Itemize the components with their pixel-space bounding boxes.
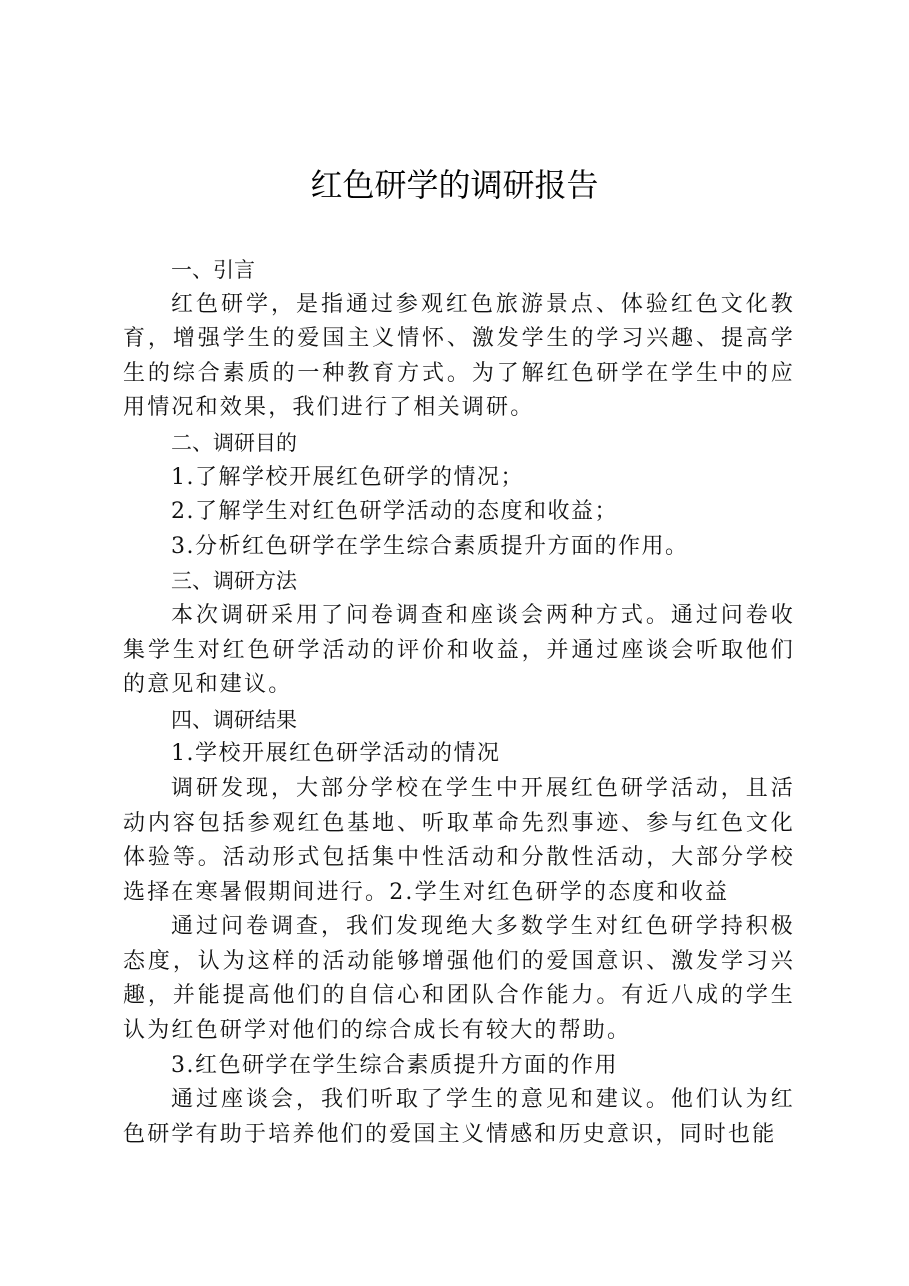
results-subheading-1: 1.学校开展红色研学活动的情况 (171, 741, 501, 767)
introduction-paragraph: 红色研学，是指通过参观红色旅游景点、体验红色文化教育，增强学生的爱国主义情怀、激发学生的学习兴趣、提高学生的综合素质的一种教育方式。为了解红色研学在学生中的应用情况和效果，我们进行了相关调研。 (123, 291, 795, 421)
results-paragraph-2: 通过问卷调查，我们发现绝大多数学生对红色研学持积极态度，认为这样的活动能够增强他们的爱国意识、激发学习兴趣，并能提高他们的自信心和团队合作能力。有近八成的学生认为红色研学对他们的综合成长有较大的帮助。 (123, 914, 795, 1044)
document-title: 红色研学的调研报告 (310, 166, 599, 204)
section-heading-results: 四、调研结果 (171, 707, 297, 732)
method-paragraph: 本次调研采用了问卷调查和座谈会两种方式。通过问卷收集学生对红色研学活动的评价和收益，并通过座谈会听取他们的意见和建议。 (123, 602, 795, 698)
results-paragraph-3: 通过座谈会，我们听取了学生的意见和建议。他们认为红色研学有助于培养他们的爱国主义情感和历史意识，同时也能 (123, 1087, 795, 1147)
section-heading-purpose: 二、调研目的 (171, 430, 297, 455)
purpose-item-2: 2.了解学生对红色研学活动的态度和收益； (171, 499, 618, 525)
results-subheading-3: 3.红色研学在学生综合素质提升方面的作用 (171, 1052, 618, 1078)
results-paragraph-1: 调研发现，大部分学校在学生中开展红色研学活动，且活动内容包括参观红色基地、听取革命先烈事迹、参与红色文化体验等。活动形式包括集中性活动和分散性活动，大部分学校选择在寒暑假期间进行。2.学生对红色研学的态度和收益 (123, 775, 795, 905)
section-heading-method: 三、调研方法 (171, 569, 297, 594)
section-heading-introduction: 一、引言 (171, 258, 255, 282)
document-body (123, 253, 795, 1152)
purpose-item-3: 3.分析红色研学在学生综合素质提升方面的作用。 (171, 533, 689, 559)
purpose-item-1: 1.了解学校开展红色研学的情况； (171, 464, 524, 490)
